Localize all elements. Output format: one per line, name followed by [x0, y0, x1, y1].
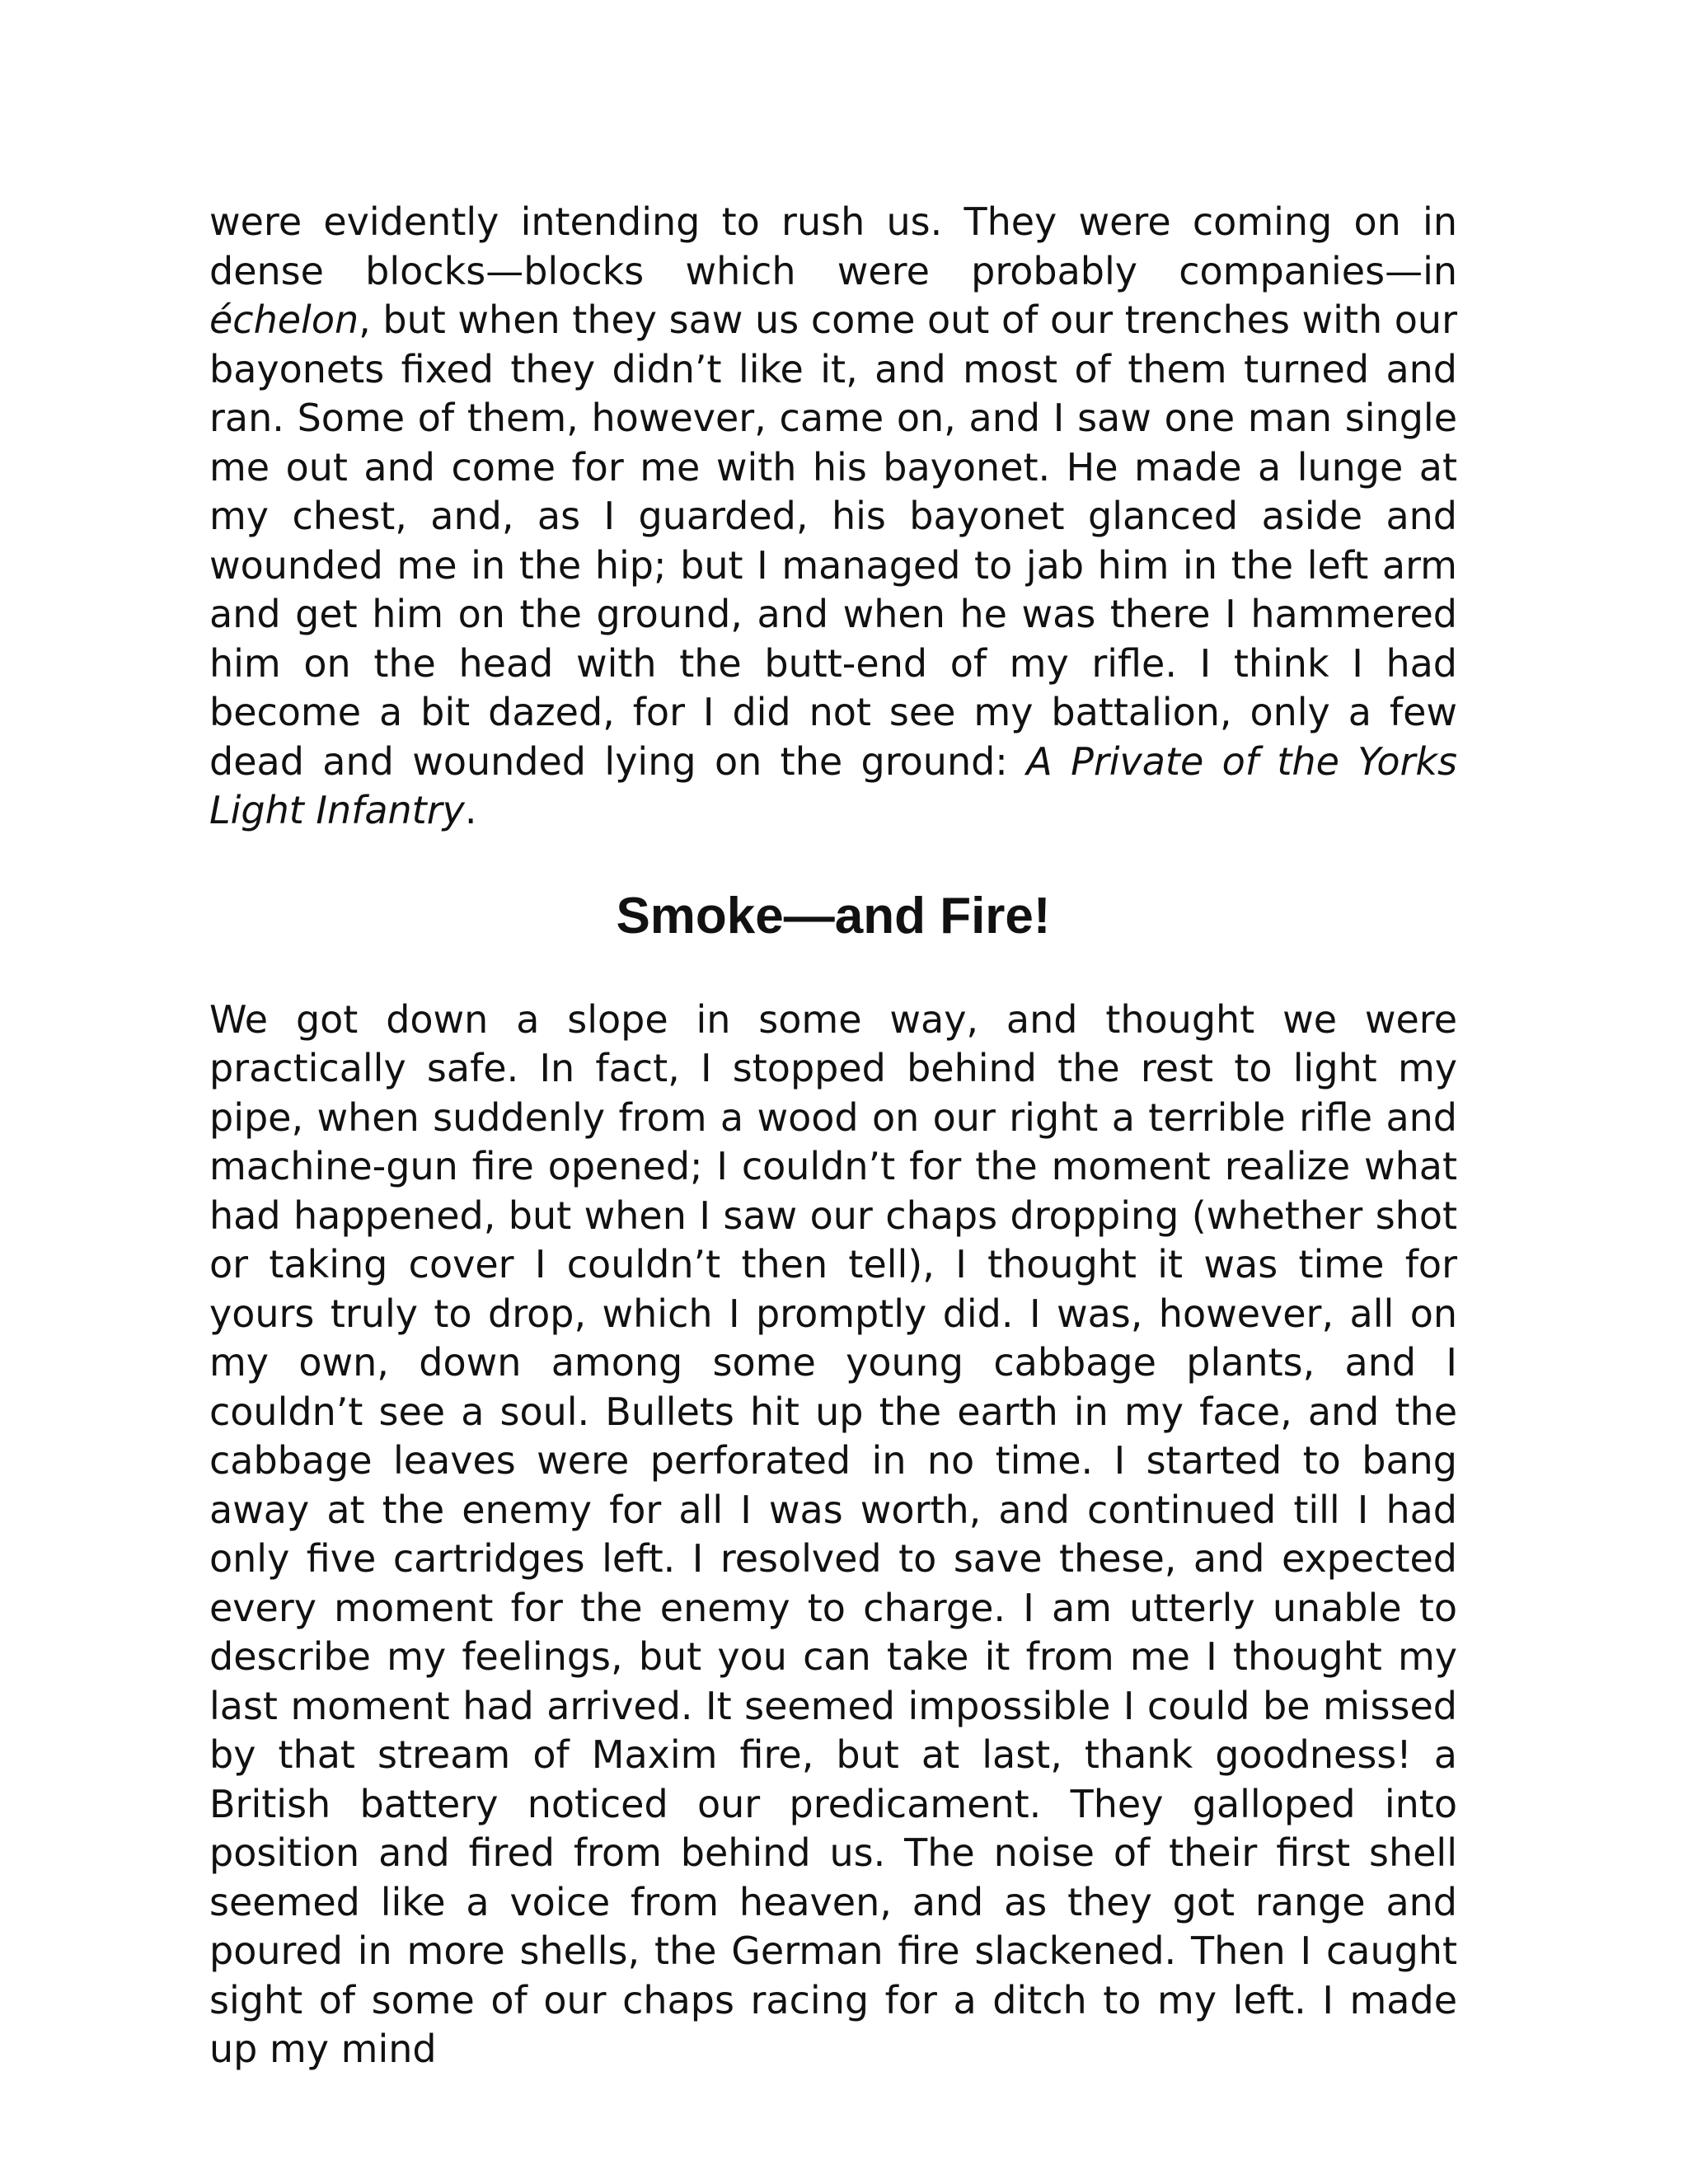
- italic-word-echelon: échelon: [209, 298, 359, 342]
- paragraph-text: , but when they saw us come out of our trenches with our bayonets fixed they didn’t like it, and most of them turned and ran. Some of them, however, came on, and I saw one man single me out and come for me with his bayonet. He made a lunge at my chest, and, as I guarded, his bayonet glanced aside and wounded me in the hip; but I managed to jab him in the left arm and get him on the ground, and when he was there I hammered him on the head with the butt-end of my rifle. I think I had become a bit dazed, for I did not see my battalion, only a few dead and wounded lying on the ground:: [209, 298, 1457, 784]
- section-heading: Smoke—and Fire!: [616, 887, 1051, 944]
- paragraph-bayonet-account: [209, 198, 1457, 836]
- paragraph-end-punctuation: .: [464, 788, 477, 832]
- attribution: A Private of the Yorks Light Infantry: [209, 738, 1457, 832]
- page-body: [209, 198, 1457, 2074]
- paragraph-smoke-and-fire: We got down a slope in some way, and thought we were practically safe. In fact, I stopped behind the rest to light my pipe, when suddenly from a wood on our right a terrible rifle and machine-gun fire opened; I couldn’t for the moment realize what had happened, but when I saw our chaps dropping (whether shot or taking cover I couldn’t then tell), I thought it was time for yours truly to drop, which I promptly did. I was, however, all on my own, down among some young cabbage plants, and I couldn’t see a soul. Bullets hit up the earth in my face, and the cabbage leaves were perforated in no time. I started to bang away at the enemy for all I was worth, and continued till I had only five cartridges left. I resolved to save these, and expected every moment for the enemy to charge. I am utterly unable to describe my feelings, but you can take it from me I thought my last moment had arrived. It seemed impossible I could be missed by that stream of Maxim fire, but at last, thank goodness! a British battery noticed our predicament. They galloped into position and fired from behind us. The noise of their first shell seemed like a voice from heaven, and as they got range and poured in more shells, the German fire slackened. Then I caught sight of some of our chaps racing for a ditch to my left. I made up my mind: [209, 996, 1457, 2071]
- paragraph-text: were evidently intending to rush us. They were coming on in dense blocks—blocks which were probably companies—in: [209, 199, 1457, 293]
